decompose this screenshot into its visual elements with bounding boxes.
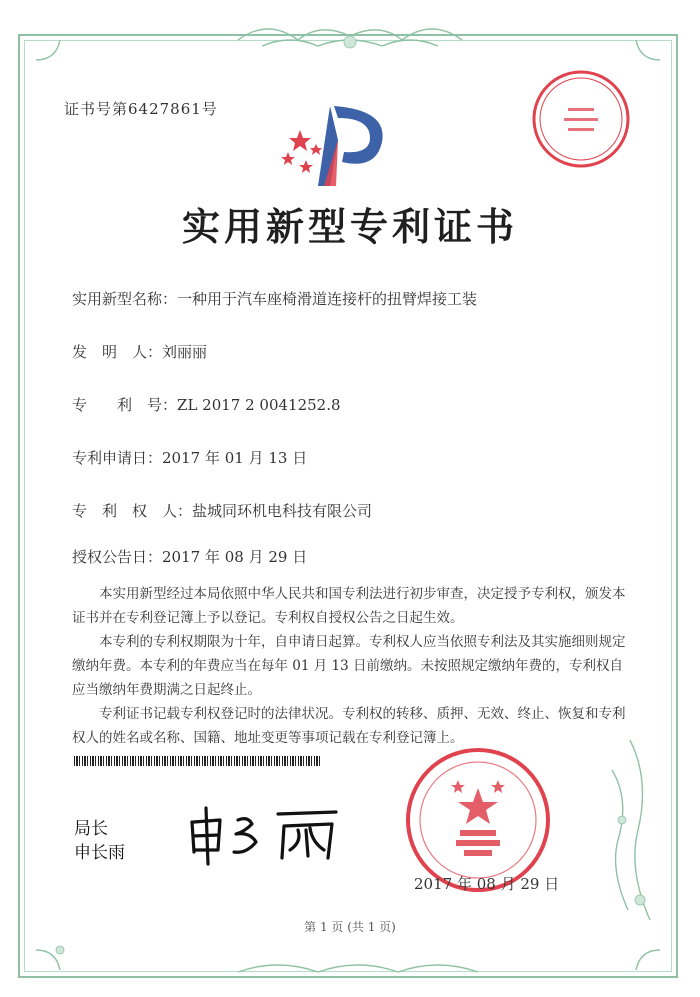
- field-patent-number: [72, 394, 341, 415]
- field-value: 一种用于汽车座椅滑道连接杆的扭臂焊接工装: [177, 290, 478, 308]
- body-paragraph: 本实用新型经过本局依照中华人民共和国专利法进行初步审查，决定授予专利权，颁发本证书并在专利登记簿上予以登记。专利权自授权公告之日起生效。: [72, 586, 626, 626]
- field-application-date: [72, 447, 307, 468]
- field-inventor: [72, 341, 207, 362]
- field-value: 2017 年 01 月 13 日: [162, 449, 308, 467]
- signatory-name: 申长雨: [74, 843, 125, 863]
- signatory-title: 局长: [74, 819, 108, 839]
- field-label: 发 明 人：: [72, 343, 163, 361]
- handwritten-signature: [186, 800, 346, 868]
- page-counter: 第 1 页 (共 1 页): [304, 920, 396, 934]
- agency-seal-stamp: [530, 68, 632, 170]
- field-label: 专 利 号：: [72, 396, 178, 414]
- barcode: [74, 756, 320, 766]
- field-label: 专利申请日：: [72, 449, 163, 467]
- field-label: 授权公告日：: [72, 548, 163, 566]
- certificate-number: 证书号第6427861号: [64, 100, 218, 118]
- body-paragraph: 专利证书记载专利权登记时的法律状况。专利权的转移、质押、无效、终止、恢复和专利权人的姓名或名称、国籍、地址变更等事项记载在专利登记簿上。: [72, 706, 626, 746]
- certificate-title: 实用新型专利证书: [181, 205, 518, 249]
- field-value: ZL 2017 2 0041252.8: [177, 396, 341, 414]
- seal-date: 2017 年 08 月 29 日: [414, 875, 560, 893]
- field-label: 实用新型名称：: [72, 290, 178, 308]
- field-value: 2017 年 08 月 29 日: [162, 548, 308, 566]
- certificate-body-text: [72, 582, 632, 750]
- patent-office-logo-icon: [278, 100, 398, 192]
- field-patentee: [72, 500, 372, 521]
- field-value: 盐城同环机电科技有限公司: [192, 502, 373, 520]
- field-label: 专 利 权 人：: [72, 502, 193, 520]
- field-grant-date: [72, 546, 307, 567]
- field-value: 刘丽丽: [162, 343, 208, 361]
- state-seal-stamp: [404, 746, 552, 894]
- field-utility-model-name: [72, 288, 477, 309]
- body-paragraph: 本专利的专利权期限为十年，自申请日起算。专利权人应当依照专利法及其实施细则规定缴纳年费。本专利的年费应当在每年 01 月 13 日前缴纳。未按照规定缴纳年费的，专利权自应当缴纳年费期满之日起终止。: [72, 634, 626, 698]
